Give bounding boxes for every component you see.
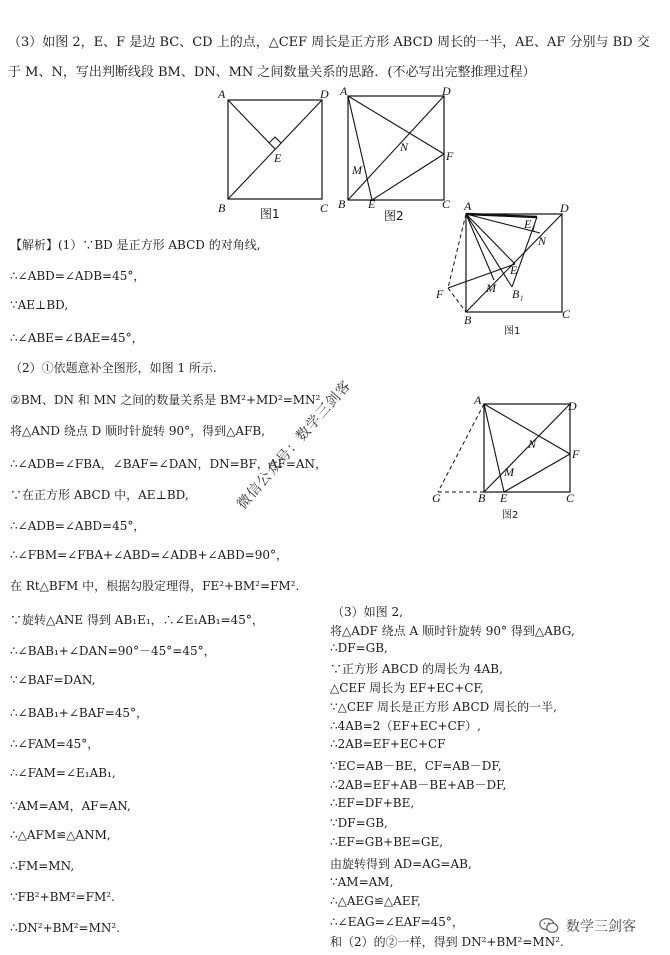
solution-line: ∴∠BAB₁+∠BAF=45°， [10, 706, 149, 720]
part3-line: ∴2AB=EF+AB－BE+AB－DF, [330, 778, 507, 792]
part3-line: ∵DF=GB, [330, 816, 388, 830]
fig4-label-g: G [432, 491, 441, 505]
fig4-label-b: B [478, 491, 486, 505]
fig4-label-f: F [572, 447, 580, 461]
fig3-caption: 图1 [504, 326, 521, 337]
part3-line: ∵正方形 ABCD 的周长为 4AB, [330, 662, 503, 676]
part3-line: ∴DF=GB, [330, 641, 388, 655]
part3-line: ∵△CEF 周长是正方形 ABCD 周长的一半, [330, 700, 557, 714]
question-line-1: （3）如图 2，E、F 是边 BC、CD 上的点，△CEF 周长是正方形 ABCD 周长的一半，AE、AF 分别与 BD 交 [8, 35, 650, 50]
solution-line: ∴∠FAM=∠E₁AB₁, [10, 766, 116, 780]
figure-4-rotation-diagram [428, 392, 588, 528]
fig3-label-c: C [562, 307, 571, 321]
solution-line: ∵FB²+BM²=FM². [10, 890, 115, 904]
solution-line: ∵在正方形 ABCD 中，AE⊥BD, [10, 488, 189, 502]
fig2-label-e: E [368, 197, 376, 211]
solution-line: ∴∠ADB=∠ABD=45°， [10, 519, 146, 533]
fig4-caption: 图2 [502, 510, 519, 521]
fig4-label-c: C [566, 491, 575, 505]
fig1-label-c: C [320, 201, 329, 215]
part3-line: 将△ADF 绕点 A 顺时针旋转 90° 得到△ABG, [330, 624, 575, 638]
fig3-label-b: B [464, 313, 472, 327]
fig1-label-e: E [274, 151, 282, 165]
solution-line: ∴DN²+BM²=MN². [10, 921, 121, 935]
fig1-label-d: D [320, 87, 329, 101]
solution-line: ∵AM=AM，AF=AN, [10, 799, 131, 813]
brand-name: 数学三剑客 [566, 919, 636, 935]
fig2-label-d: D [442, 84, 451, 98]
part3-line: ∴2AB=EF+EC+CF [330, 737, 446, 751]
solution-line: ∴∠FBM=∠FBA+∠ABD=∠ADB+∠ABD=90°， [10, 548, 289, 562]
solution-line: ∴∠ABD=∠ADB=45°， [10, 269, 146, 283]
part3-line: ∴4AB=2（EF+EC+CF）, [330, 719, 481, 733]
solution-line: ②BM、DN 和 MN 之间的数量关系是 BM²+MD²=MN². [10, 393, 325, 407]
fig3-label-a: A [464, 199, 472, 213]
fig4-label-a: A [474, 393, 482, 407]
fig3-label-e: E [510, 263, 518, 277]
part3-line: △CEF 周长为 EF+EC+CF, [330, 681, 484, 695]
fig2-label-m: M [352, 163, 362, 177]
fig2-label-c: C [442, 197, 451, 211]
part3-line: ∴△AEG≌△AEF, [330, 894, 421, 908]
solution-line: 将△AND 绕点 D 顺时针旋转 90°，得到△AFB, [10, 424, 266, 438]
part3-line: ∵AM=AM, [330, 875, 394, 889]
fig3-label-m: M [486, 281, 496, 295]
fig2-label-a: A [340, 84, 348, 98]
wechat-icon [538, 915, 560, 937]
fig2-label-b: B [338, 197, 346, 211]
fig4-label-m: M [504, 465, 514, 479]
fig3-label-d: D [560, 201, 569, 215]
fig1-label-b: B [218, 201, 226, 215]
fig2-caption: 图2 [384, 209, 404, 223]
figure-1-square-diagram [212, 84, 334, 222]
fig3-label-b1: B₁ [512, 287, 524, 301]
fig4-label-e: E [500, 491, 508, 505]
solution-line: ∴FM=MN, [10, 859, 75, 873]
watermark: 微信公众号：数学三剑客 [234, 377, 355, 513]
solution-line: ∵AE⊥BD, [10, 298, 69, 312]
solution-line: ∴∠ADB=∠FBA，∠BAF=∠DAN，DN=BF，AF=AN， [10, 457, 328, 471]
solution-line: （2）①依题意补全图形，如图 1 所示. [10, 361, 217, 375]
fig4-label-n: N [528, 437, 537, 451]
solution-line: 在 Rt△BFM 中，根据勾股定理得，FE²+BM²=FM². [10, 579, 300, 593]
solution-line: ∵旋转△ANE 得到 AB₁E₁，∴∠E₁AB₁=45°， [10, 613, 264, 627]
fig3-label-f: F [436, 287, 444, 301]
part3-line: 和（2）的②一样，得到 DN²+BM²=MN². [330, 935, 564, 949]
fig2-label-f: F [446, 149, 454, 163]
fig3-label-e1: E₁ [524, 217, 536, 231]
part3-line: （3）如图 2, [332, 605, 403, 619]
figure-3-rotation-diagram [428, 198, 578, 338]
fig1-caption: 图1 [260, 207, 280, 221]
part3-line: 由旋转得到 AD=AG=AB, [330, 857, 472, 871]
solution-line: 【解析】(1）∵BD 是正方形 ABCD 的对角线, [10, 238, 261, 252]
solution-line: ∴∠BAB₁+∠DAN=90°－45°=45°， [10, 644, 216, 658]
fig1-label-a: A [218, 87, 226, 101]
fig3-label-n: N [538, 234, 547, 248]
part3-line: ∴EF=DF+BE, [330, 796, 415, 810]
part3-line: ∴∠EAG=∠EAF=45°， [330, 915, 464, 929]
part3-line: ∴EF=GB+BE=GE, [330, 835, 444, 849]
fig2-label-n: N [400, 140, 409, 154]
solution-line: ∴△AFM≌△ANM, [10, 828, 111, 842]
solution-line: ∴∠ABE=∠BAE=45°， [10, 331, 144, 345]
solution-line: ∵∠BAF=DAN, [10, 673, 96, 687]
brand-footer [538, 915, 636, 937]
question-line-2: 于 M、N，写出判断线段 BM、DN、MN 之间数量关系的思路．(不必写出完整推理过程） [8, 65, 536, 80]
solution-line: ∴∠FAM=45°， [10, 737, 100, 751]
part3-line: ∵EC=AB－BE，CF=AB－DF, [330, 759, 502, 773]
fig4-label-d: D [568, 399, 577, 413]
